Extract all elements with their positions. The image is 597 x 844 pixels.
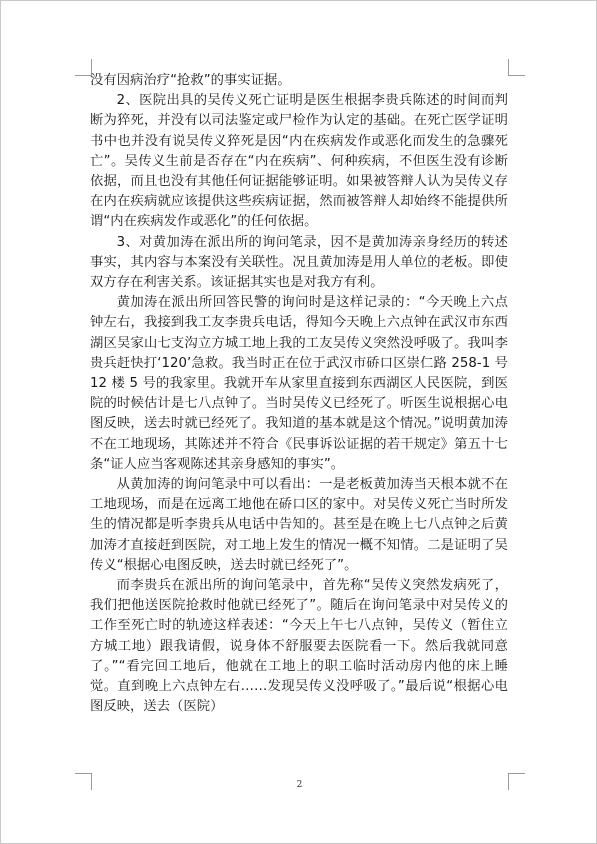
paragraph-1: 没有因病治疗“抢救”的事实证据。 [90,73,291,88]
paragraph-3: 3、对黄加涛在派出所的询问笔录，因不是黄加涛亲身经历的转述事实，其内容与本案没有关联性。况且黄加涛是用人单位的老板。即使双方存在利害关系。该证据其实也是对我方有利。 [90,234,508,291]
paragraph-5: 从黄加涛的询问笔录中可以看出：一是老板黄加涛当天根本就不在工地现场，而是在远离工地他在硚口区的家中。对吴传义死亡当时所发生的情况都是听李贵兵从电话中告知的。甚至是在晚上七八点钟之后黄加涛才直接赶到医院，对工地上发生的情况一概不知情。二是证明了吴传义“根据心电图反映，送去时就已经死了”。 [90,477,508,573]
paragraph-4: 黄加涛在派出所回答民警的询问时是这样记录的：“今天晚上六点钟左右，我接到我工友李贵兵电话，得知今天晚上六点钟在武汉市东西湖区吴家山七支沟立方城工地上我的工友吴传义突然没呼吸了。我叫李贵兵赶快打‘120’急救。我当时正在位于武汉市硚口区崇仁路 258-1 号 12 楼 5 号的我家里。我就开车从家里直接到东西湖区人民医院，到医院的时候估计是七八点钟了。当时吴传义已经死了。听医生说根据心电图反映，送去时就已经死了。我知道的基本就是这个情况。”说明黄加涛不在工地现场，其陈述并不符合《民事诉讼证据的若干规定》第五十七条“证人应当客观陈述其亲身感知的事实”。 [90,295,508,472]
crop-mark-top-right [508,59,525,76]
document-body [90,71,508,718]
paragraph-6: 而李贵兵在派出所的询问笔录中，首先称“吴传义突然发病死了，我们把他送医院抢救时他就已经死了”。随后在询问笔录中对吴传义的工作至死亡时的轨迹这样表述：“今天上午七八点钟，吴传义（暂住立方城工地）跟我请假，说身体不舒服要去医院看一下。然后我就同意了。”“看完回工地后，他就在工地上的职工临时活动房内他的床上睡觉。直到晚上六点钟左右……发现吴传义没呼吸了。”最后说“根据心电图反映，送去（医院） [90,578,508,715]
page-number: 2 [296,780,303,790]
paragraph-2: 2、医院出具的吴传义死亡证明是医生根据李贵兵陈述的时间而判断为猝死，并没有以司法鉴定或尸检作为认定的基础。在死亡医学证明书中也并没有说吴传义猝死是因“内在疾病发作或恶化而发生的急骤死亡”。吴传义生前是否存在“内在疾病”、何种疾病，不但医生没有诊断依据，而且也没有其他任何证据能够证明。如果被答辩人认为吴传义存在内在疾病就应该提供这些疾病证据，然而被答辩人却始终不能提供所谓“内在疾病发作或恶化”的任何依据。 [90,93,508,230]
